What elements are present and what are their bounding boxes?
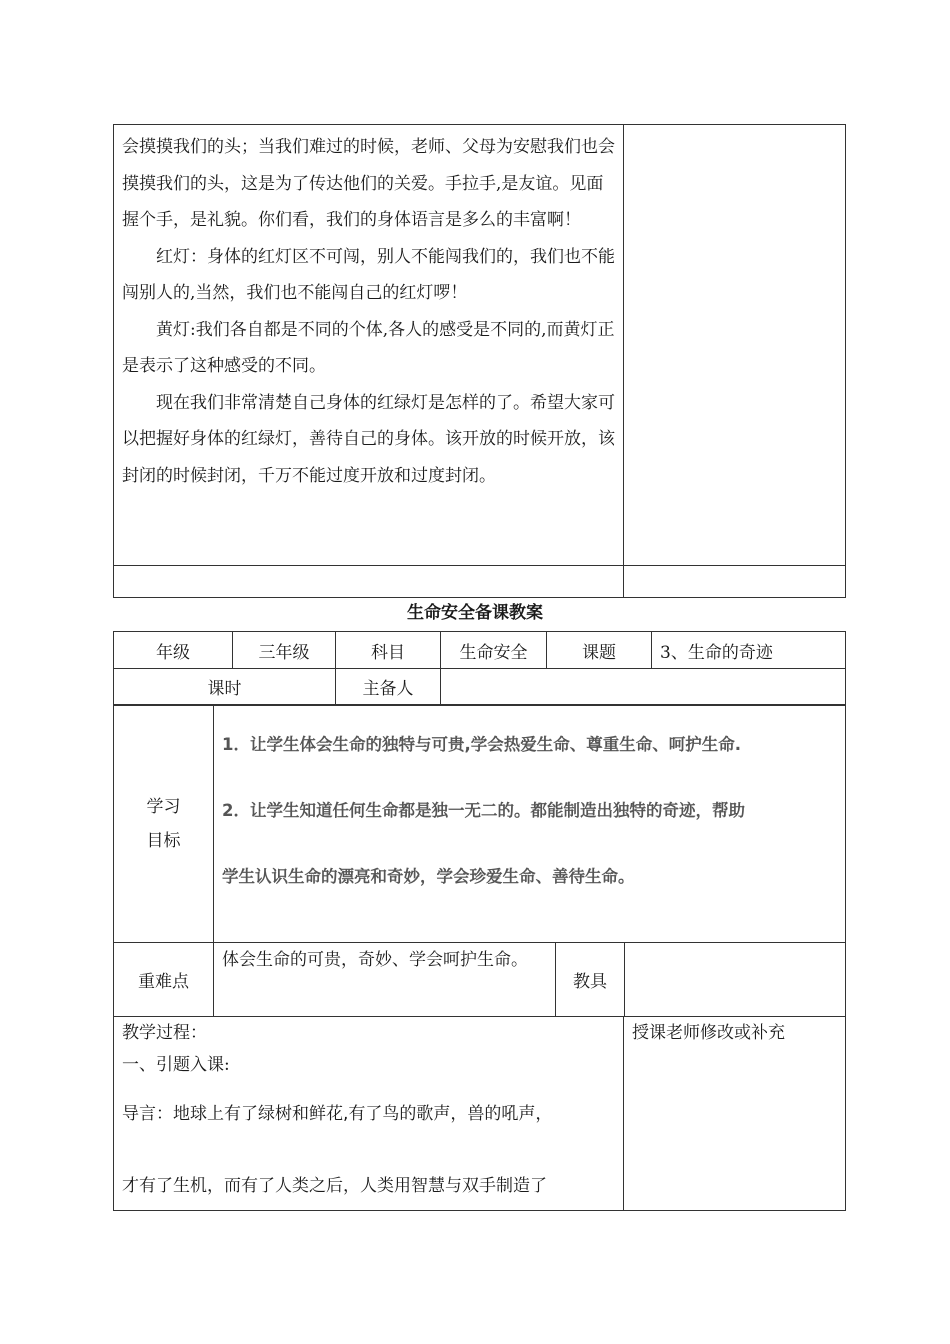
subject-value: 生命安全: [441, 632, 547, 669]
preparer-value[interactable]: [441, 669, 846, 705]
goal-item-1: 1．让学生体会生命的独特与可贵,学会热爱生命、尊重生命、呵护生命.: [222, 735, 742, 754]
subject-label: 科目: [336, 632, 441, 669]
key-points-table: [113, 942, 846, 1017]
tools-value[interactable]: [625, 943, 846, 1017]
document-title: 生命安全备课教案: [407, 603, 543, 623]
goals-label: [114, 706, 214, 943]
goals-content: [214, 706, 846, 943]
goals-label-line1: 学习: [146, 797, 181, 817]
empty-cell[interactable]: [114, 566, 624, 598]
body-paragraph-yellow-light: 黄灯:我们各自都是不同的个体,各人的感受是不同的,而黄灯正是表示了这种感受的不同。: [122, 319, 615, 376]
key-points-value: 体会生命的可贵，奇妙、学会呵护生命。: [214, 943, 556, 1017]
lesson-info-table: [113, 631, 846, 705]
continuation-table: [113, 124, 846, 598]
notes-cell[interactable]: [624, 125, 846, 566]
process-table: [113, 1016, 846, 1211]
lesson-body-cell: [114, 125, 624, 566]
goals-label-line2: 目标: [146, 831, 181, 851]
process-heading: 教学过程：: [122, 1023, 207, 1043]
body-paragraph-summary: 现在我们非常清楚自己身体的红绿灯是怎样的了。希望大家可以把握好身体的红绿灯，善待自己的身体。该开放的时候开放，该封闭的时候封闭，千万不能过度开放和过度封闭。: [122, 392, 615, 486]
intro-line-2: 才有了生机，而有了人类之后，人类用智慧与双手制造了: [122, 1176, 547, 1196]
grade-label: 年级: [114, 632, 233, 669]
process-cell: [114, 1017, 624, 1211]
goals-table: [113, 705, 846, 943]
preparer-label: 主备人: [336, 669, 441, 705]
teacher-notes-label: 授课老师修改或补充: [624, 1017, 846, 1211]
goal-item-2: 2．让学生知道任何生命都是独一无二的。都能制造出独特的奇迹，帮助: [222, 801, 745, 820]
topic-value: 3、生命的奇迹: [652, 632, 846, 669]
goal-item-2-continued: 学生认识生命的漂亮和奇妙，学会珍爱生命、善待生命。: [222, 867, 635, 886]
period-label: 课时: [114, 669, 336, 705]
body-paragraph-1: 会摸摸我们的头；当我们难过的时候，老师、父母为安慰我们也会摸摸我们的头，这是为了传达他们的关爱。手拉手,是友谊。见面握个手，是礼貌。你们看，我们的身体语言是多么的丰富啊！: [122, 137, 615, 230]
tools-label: 教具: [556, 943, 625, 1017]
body-paragraph-red-light: 红灯：身体的红灯区不可闯，别人不能闯我们的，我们也不能闯别人的,当然，我们也不能闯自己的红灯啰！: [122, 246, 615, 303]
empty-cell[interactable]: [624, 566, 846, 598]
grade-value: 三年级: [233, 632, 336, 669]
process-section-1: 一、引题入课:: [122, 1055, 230, 1075]
intro-line-1: 导言：地球上有了绿树和鲜花,有了鸟的歌声，兽的吼声，: [122, 1104, 553, 1124]
topic-label: 课题: [547, 632, 652, 669]
key-points-label: 重难点: [114, 943, 214, 1017]
